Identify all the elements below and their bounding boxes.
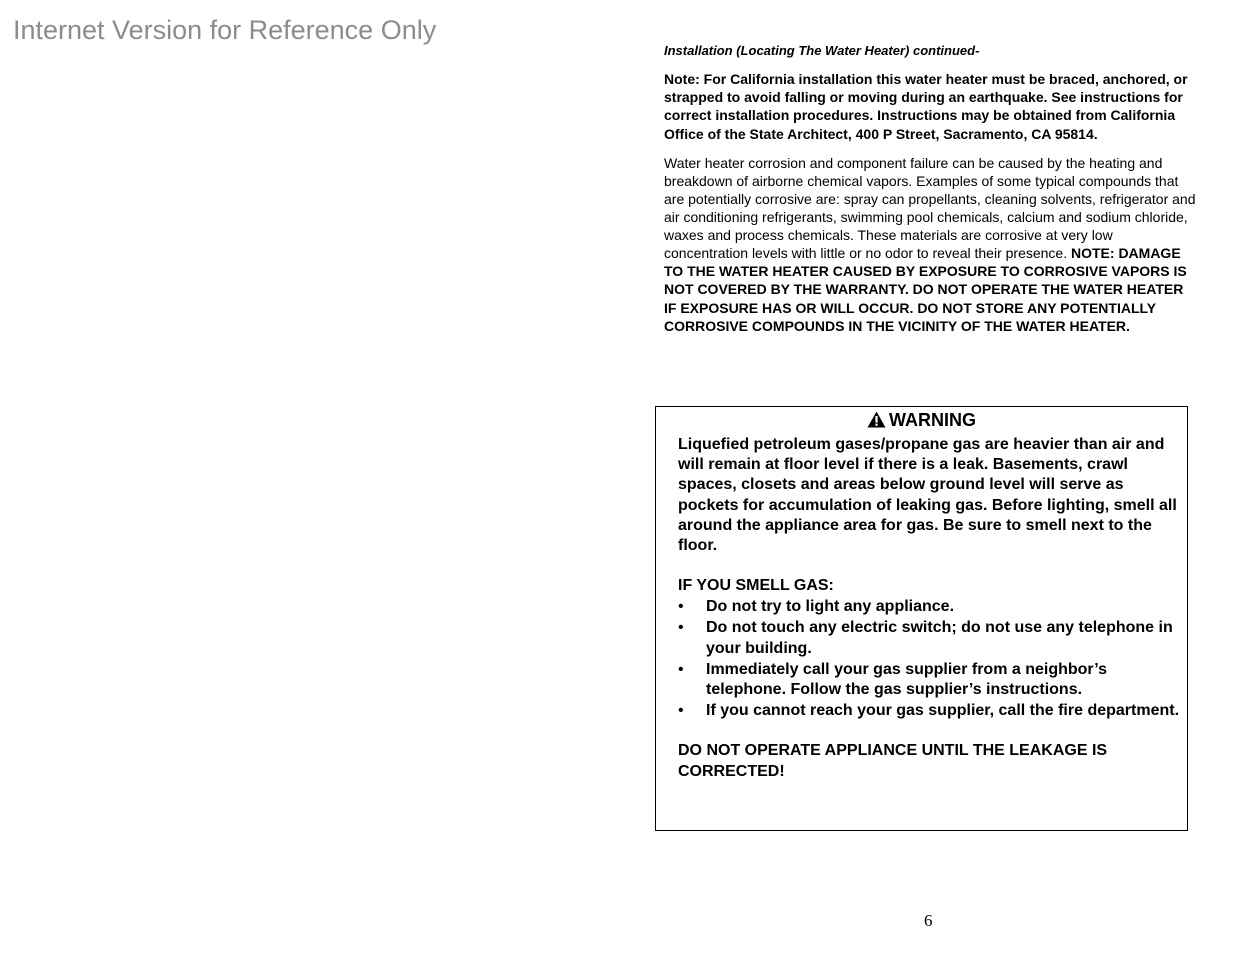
- gas-instructions-list: [678, 597, 1184, 721]
- california-note: Note: For California installation this water heater must be braced, anchored, or strapped to avoid falling or moving during an earthquake. See instructions for correct installation procedures. Instructions may be obtained from California Office of the State Architect, 400 P Street, Sacramento, CA 95814.: [664, 71, 1188, 142]
- list-item-text: Do not touch any electric switch; do not use any telephone in your building.: [706, 619, 1173, 657]
- warning-triangle-icon: [867, 411, 886, 428]
- warning-closing: DO NOT OPERATE APPLIANCE UNTIL THE LEAKAGE IS CORRECTED!: [678, 742, 1108, 780]
- list-item-text: Do not try to light any appliance.: [706, 598, 955, 616]
- warning-intro: Liquefied petroleum gases/propane gas are heavier than air and will remain at floor level if there is a leak. Basements, crawl spaces, closets and areas below ground level will serve as pockets for accumulation of leaking gas. Before lighting, smell all around the appliance area for gas. Be sure to smell next to the floor.: [678, 436, 1177, 555]
- bullet: •: [678, 619, 684, 637]
- warning-title: [656, 409, 1187, 431]
- warning-box: [655, 406, 1188, 831]
- corrosion-paragraph: [664, 154, 1198, 335]
- list-item: [678, 618, 1184, 658]
- section-heading: Installation (Locating The Water Heater) continued-: [664, 43, 980, 58]
- list-item: [678, 660, 1184, 700]
- bullet: •: [678, 660, 684, 678]
- corrosion-warranty-note: NOTE: DAMAGE TO THE WATER HEATER CAUSED BY EXPOSURE TO CORROSIVE VAPORS IS NOT COVERED BY THE WARRANTY. DO NOT OPERATE THE WATER HEATER IF EXPOSURE HAS OR WILL OCCUR. DO NOT STORE ANY POTENTIALLY CORROSIVE COMPOUNDS IN THE VICINITY OF THE WATER HEATER.: [664, 245, 1187, 334]
- content-column: [664, 42, 1198, 335]
- bullet: •: [678, 598, 684, 616]
- corrosion-text: Water heater corrosion and component failure can be caused by the heating and breakdown of airborne chemical vapors. Examples of some typical compounds that are potentially corrosive are: spray can propellants, cleaning solvents, refrigerator and air conditioning refrigerants, swimming pool chemicals, calcium and sodium chloride, waxes and process chemicals. These materials are corrosive at very low concentration levels with little or no odor to reveal their presence.: [664, 154, 1196, 262]
- page-number: 6: [924, 911, 933, 930]
- list-item-text: If you cannot reach your gas supplier, call the fire department.: [706, 702, 1180, 720]
- bullet: •: [678, 702, 684, 720]
- list-item: [678, 701, 1184, 721]
- warning-body: [678, 435, 1184, 782]
- list-item-text: Immediately call your gas supplier from a neighbor’s telephone. Follow the gas supplier’s instructions.: [706, 660, 1107, 699]
- watermark-text: Internet Version for Reference Only: [13, 15, 437, 45]
- list-item: [678, 597, 1184, 617]
- warning-title-label: WARNING: [889, 410, 976, 430]
- smell-gas-heading: IF YOU SMELL GAS:: [678, 577, 834, 595]
